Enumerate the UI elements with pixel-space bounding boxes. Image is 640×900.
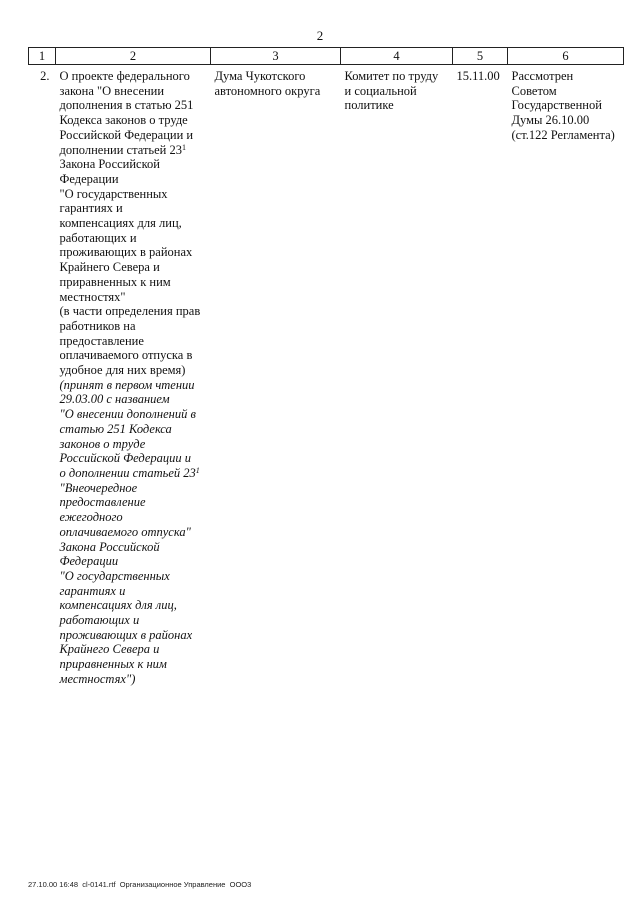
bill-title-line: оплачиваемого отпуска в [59,348,193,363]
bill-title-line: проживающих в районах [59,245,193,260]
bill-title-line: дополнения в статью 251 [59,98,194,113]
footnote-superscript: 1 [195,465,200,475]
bill-title-line: работников на [59,318,136,333]
initiator-cell [211,65,341,687]
status-line: (ст.122 Регламента) [511,127,615,142]
first-reading-line: оплачиваемого отпуска" [59,524,191,539]
initiator-line: автономного округа [214,83,321,98]
bill-title-line: предоставление [59,333,144,348]
bill-title-line: (в части определения прав [59,304,201,319]
first-reading-line: Закона Российской [59,539,160,554]
column-number-row [29,48,624,65]
status-line: Государственной [511,98,602,113]
first-reading-line: 29.03.00 с названием [59,392,170,407]
bills-table [28,47,624,687]
footnote-superscript: 1 [181,142,186,152]
first-reading-line: предоставление [59,495,146,510]
bill-title-line: Крайнего Севера и [59,260,160,275]
first-reading-line: проживающих в районах [59,627,193,642]
committee-line: Комитет по труду [344,69,439,83]
first-reading-line: законов о труде [59,436,146,451]
first-reading-line: работающих и [59,613,140,628]
first-reading-line: приравненных к ним [59,657,167,672]
first-reading-line: Федерации [59,554,119,569]
bill-title-line: гарантиях и [59,201,123,216]
bill-title-cell [56,65,211,687]
status-line: Рассмотрен Советом [511,69,574,98]
column-header-6: 6 [508,48,624,65]
committee-line: политике [344,98,394,113]
bill-title-line: дополнении статьей $23^1$ [59,142,186,157]
bill-title-line: местностях" [59,289,126,304]
first-reading-note [60,378,208,687]
bill-title [60,69,208,378]
first-reading-line: статью 251 Кодекса [59,421,172,436]
column-header-5: 5 [453,48,508,65]
bill-title-line: Российской Федерации и [59,127,194,142]
date-cell: 15.11.00 [456,69,500,83]
committee-cell [341,65,453,687]
status-cell [508,65,624,687]
responsible-committee [345,69,450,113]
first-reading-line: "Внеочередное [59,480,138,495]
bill-title-line: работающих и [59,230,137,245]
initiator [215,69,338,98]
row-number: 2. [40,69,50,83]
committee-line: и социальной [344,83,417,98]
first-reading-line: гарантиях и [59,583,126,598]
bill-title-line: "О государственных [59,186,168,201]
bill-title-line: Федерации [59,171,119,186]
status-line: Думы 26.10.00 [511,113,590,128]
column-header-4: 4 [341,48,453,65]
bill-title-line: О проекте федерального [59,69,190,83]
page-number: 2 [316,28,324,43]
column-header-1: 1 [29,48,56,65]
first-reading-line: ежегодного [59,510,123,525]
first-reading-line: "О внесении дополнений в [59,407,196,422]
table-row [29,65,624,687]
column-header-3: 3 [211,48,341,65]
status [512,69,621,143]
bill-title-line: закона "О внесении [59,83,165,98]
bill-title-line: Закона Российской [59,157,160,172]
first-reading-line: "О государственных [59,568,170,583]
bill-title-line: приравненных к ним [59,274,171,289]
first-reading-line: Российской Федерации и [59,451,192,466]
first-reading-line: компенсациях для лиц, [59,598,177,613]
initiator-line: Дума Чукотского [214,69,306,83]
fax-footer: 27.10.00 16:48 cl-0141.rtf Организационное Управление ООО3 [28,880,252,889]
first-reading-line: местностях") [59,671,136,686]
bill-title-line: компенсациях для лиц, [59,216,182,231]
first-reading-line: (принят в первом чтении [59,377,195,392]
bill-title-line: Кодекса законов о труде [59,113,188,128]
first-reading-line: о дополнении статьей $23^1$ [59,465,200,480]
bill-title-line: удобное для них время) [59,363,186,378]
column-header-2: 2 [56,48,211,65]
first-reading-line: Крайнего Севера и [59,642,160,657]
